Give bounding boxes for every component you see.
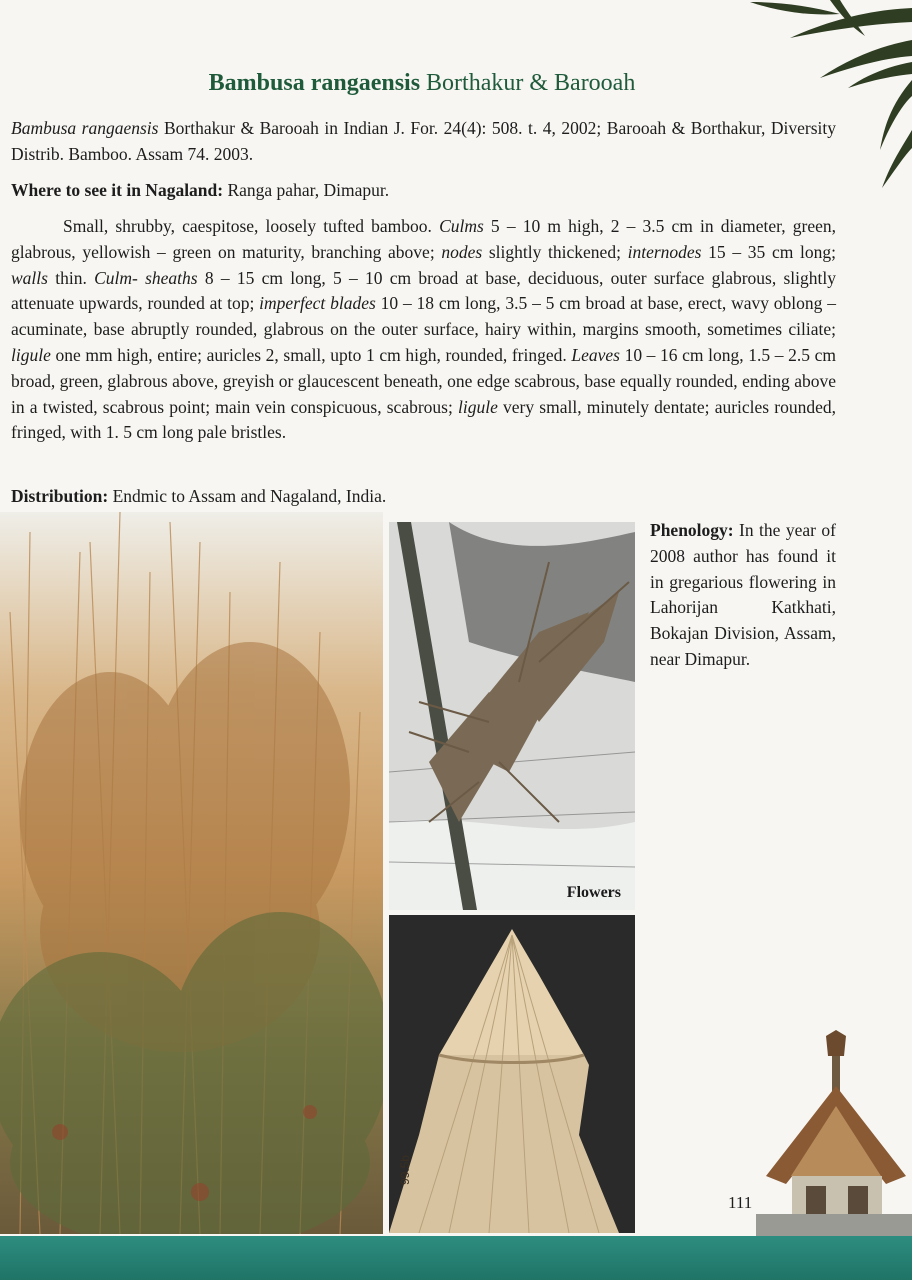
desc-text: thin. (47, 267, 95, 288)
desc-text: very small, minutely dentate; auricles rounded, fringed, with 1. 5 cm long pale bristles. (11, 396, 837, 443)
desc-term: imperfect blades (259, 293, 376, 314)
desc-term: walls (11, 267, 48, 288)
naga-hut-decoration (756, 1026, 912, 1236)
phenology-value: In the year of 2008 author has found it in gregarious flowering in Lahorijan Katkhati, Bokajan Division, Assam, near Dimapur. (650, 520, 836, 669)
flowers-caption: Flowers (566, 884, 621, 901)
desc-text: 10 – 18 cm long, 3.5 – 5 cm broad at base, erect, wavy oblong – acuminate, base abruptly rounded, glabrous on the outer surface, hairy within, margins smooth, sometimes ciliate; (11, 293, 836, 340)
bamboo-leaves-decoration (690, 0, 912, 200)
desc-text: one mm high, entire; auricles 2, small, upto 1 cm high, rounded, fringed. (50, 344, 572, 365)
title-authors: Borthakur & Barooah (426, 70, 636, 96)
phenology (650, 518, 836, 673)
page-number: 111 (728, 1193, 753, 1212)
bamboo-clump-photo (0, 512, 383, 1234)
desc-text: slightly thickened; (482, 241, 628, 262)
footer-bar (0, 1236, 912, 1280)
where-to-see (11, 178, 836, 204)
flowers-photo (389, 522, 635, 910)
phenology-label: Phenology: (650, 520, 734, 540)
desc-term: internodes (627, 241, 702, 262)
desc-text: Small, shrubby, caespitose, loosely tufted bamboo. (63, 216, 440, 236)
desc-text: 5 – 10 m high, 2 – 3.5 cm in diameter, green, glabrous, yellowish – green on maturity, branching above; (11, 216, 836, 262)
species-description (11, 214, 836, 446)
culm-sheath-photo (389, 915, 635, 1233)
desc-term: ligule (11, 344, 51, 365)
sheath-specimen-label: 99.5b (398, 1154, 412, 1185)
reference-citation (11, 116, 836, 168)
distribution (11, 484, 836, 510)
desc-text: 10 – 16 cm long, 1.5 – 2.5 cm broad, green, glabrous above, greyish or glaucescent beneath, one edge scabrous, base equally rounded, ending above in a twisted, scabrous point; main vein conspicuous, scabrous; (11, 344, 836, 417)
reference-species: Bambusa rangaensis (11, 118, 159, 138)
distribution-label: Distribution: (11, 486, 109, 506)
desc-term: Culms (439, 216, 484, 236)
desc-term: nodes (441, 241, 483, 262)
desc-term: Culm- sheaths (94, 267, 198, 288)
reference-text: Borthakur & Barooah in Indian J. For. 24(4): 508. t. 4, 2002; Barooah & Borthakur, Diversity Distrib. Bamboo. Assam 74. 2003. (11, 118, 836, 164)
desc-text: 15 – 35 cm long; (701, 241, 836, 262)
desc-term: Leaves (571, 344, 620, 365)
title-species: Bambusa rangaensis (208, 70, 421, 96)
distribution-value: Endmic to Assam and Nagaland, India. (108, 486, 387, 506)
page-title (0, 70, 844, 97)
desc-text: 8 – 15 cm long, 5 – 10 cm broad at base, deciduous, outer surface glabrous, slightly attenuate upwards, rounded at top; (11, 267, 837, 314)
desc-term: ligule (458, 396, 498, 417)
where-value: Ranga pahar, Dimapur. (223, 180, 390, 200)
where-label: Where to see it in Nagaland: (11, 180, 224, 200)
